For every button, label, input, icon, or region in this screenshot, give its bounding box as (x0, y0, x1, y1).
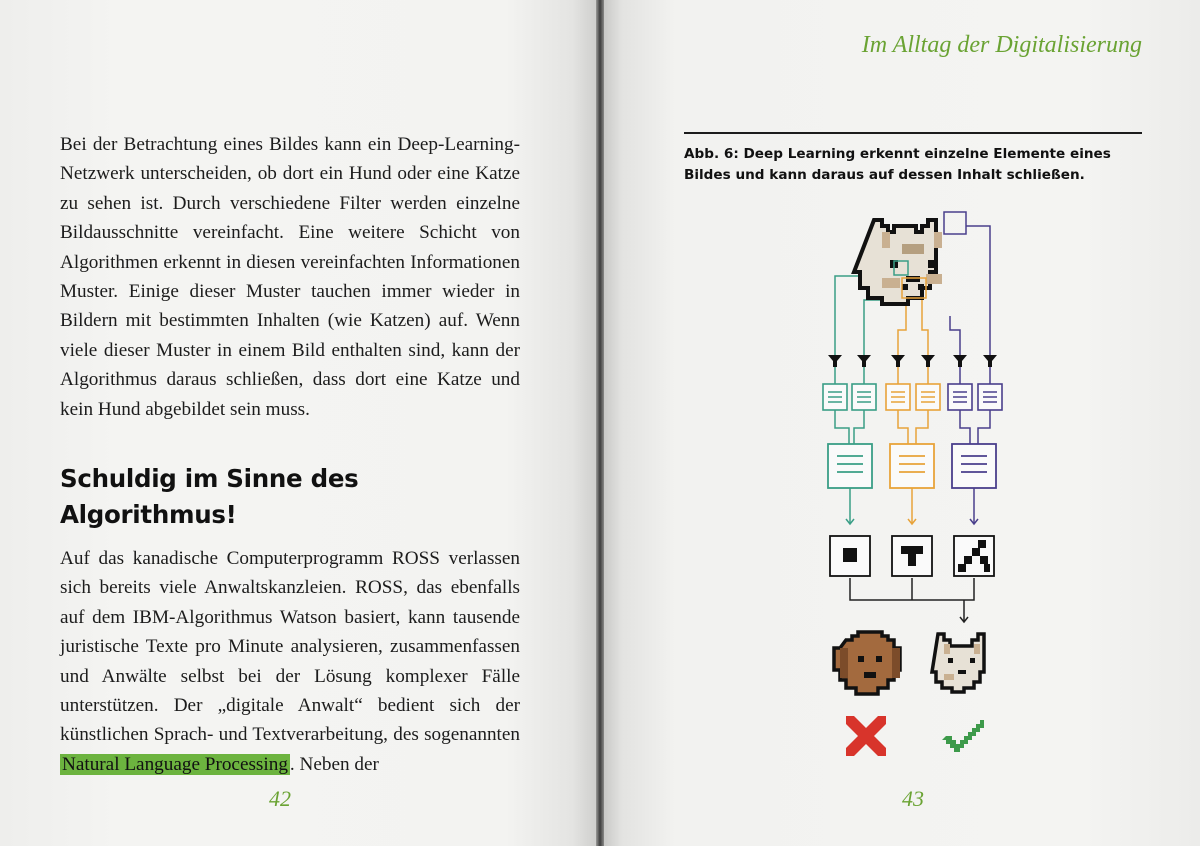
body-paragraph-2 (60, 544, 520, 779)
right-page (604, 0, 1200, 846)
filter-icon (828, 355, 997, 367)
document-icon (823, 384, 1002, 410)
cross-icon (846, 716, 886, 756)
body-paragraph: Bei der Betrachtung eines Bildes kann ein Deep-Learning-Netzwerk unterscheiden, ob dort ein Hund oder eine Katze zu sehen ist. Durch verschiedene Filter werden einzelne Bildausschnitte vereinfacht. Eine weitere Schicht von Algorithmen erkennt in diesen vereinfachten Informationen Muster. Einige dieser Muster tauchen immer wieder in Bildern mit bestimmten Inhalten (wie Katzen) auf. Wenn viele dieser Muster in einem Bild enthalten sind, kann der Algorithmus daraus schließen, dass dort eine Katze und kein Hund abgebildet sein muss. (60, 134, 520, 420)
cat-pixel-icon (854, 220, 942, 304)
figure-caption: Abb. 6: Deep Learning erkennt einzelne Elemente eines Bildes und kann daraus auf dessen Inhalt schließen. (684, 146, 1111, 183)
highlighted-term: Natural Language Processing (62, 753, 288, 775)
book-gutter (596, 0, 604, 846)
running-head: Im Alltag der Digitalisierung (861, 32, 1142, 58)
check-icon (942, 720, 984, 752)
page-number: 43 (902, 786, 924, 811)
dog-pixel-icon (834, 632, 900, 694)
feature-box (944, 212, 966, 234)
paragraph-text: Auf das kanadische Computerprogramm ROSS verlassen sich bereits viele Anwaltskanzleien. ROSS, das ebenfalls auf dem IBM-Algorithmus Watson basiert, kann tausende juristische Texte pro Minute analysieren, zusammenfassen und Anwälte selbst bei der Lösung komplexer Fälle unterstützen. Der „digitale Anwalt“ bedient sich der künstlichen Sprach- und Textverarbeitung, des sogenannten (60, 548, 520, 746)
cat-pixel-icon (932, 634, 984, 692)
page-number: 42 (269, 786, 291, 811)
section-heading: Schuldig im Sinne des Algorithmus! (60, 464, 359, 529)
deep-learning-figure (604, 0, 1200, 846)
document-icon (828, 444, 996, 488)
paragraph-text-end: . Neben der (289, 753, 379, 775)
left-page (0, 0, 596, 846)
